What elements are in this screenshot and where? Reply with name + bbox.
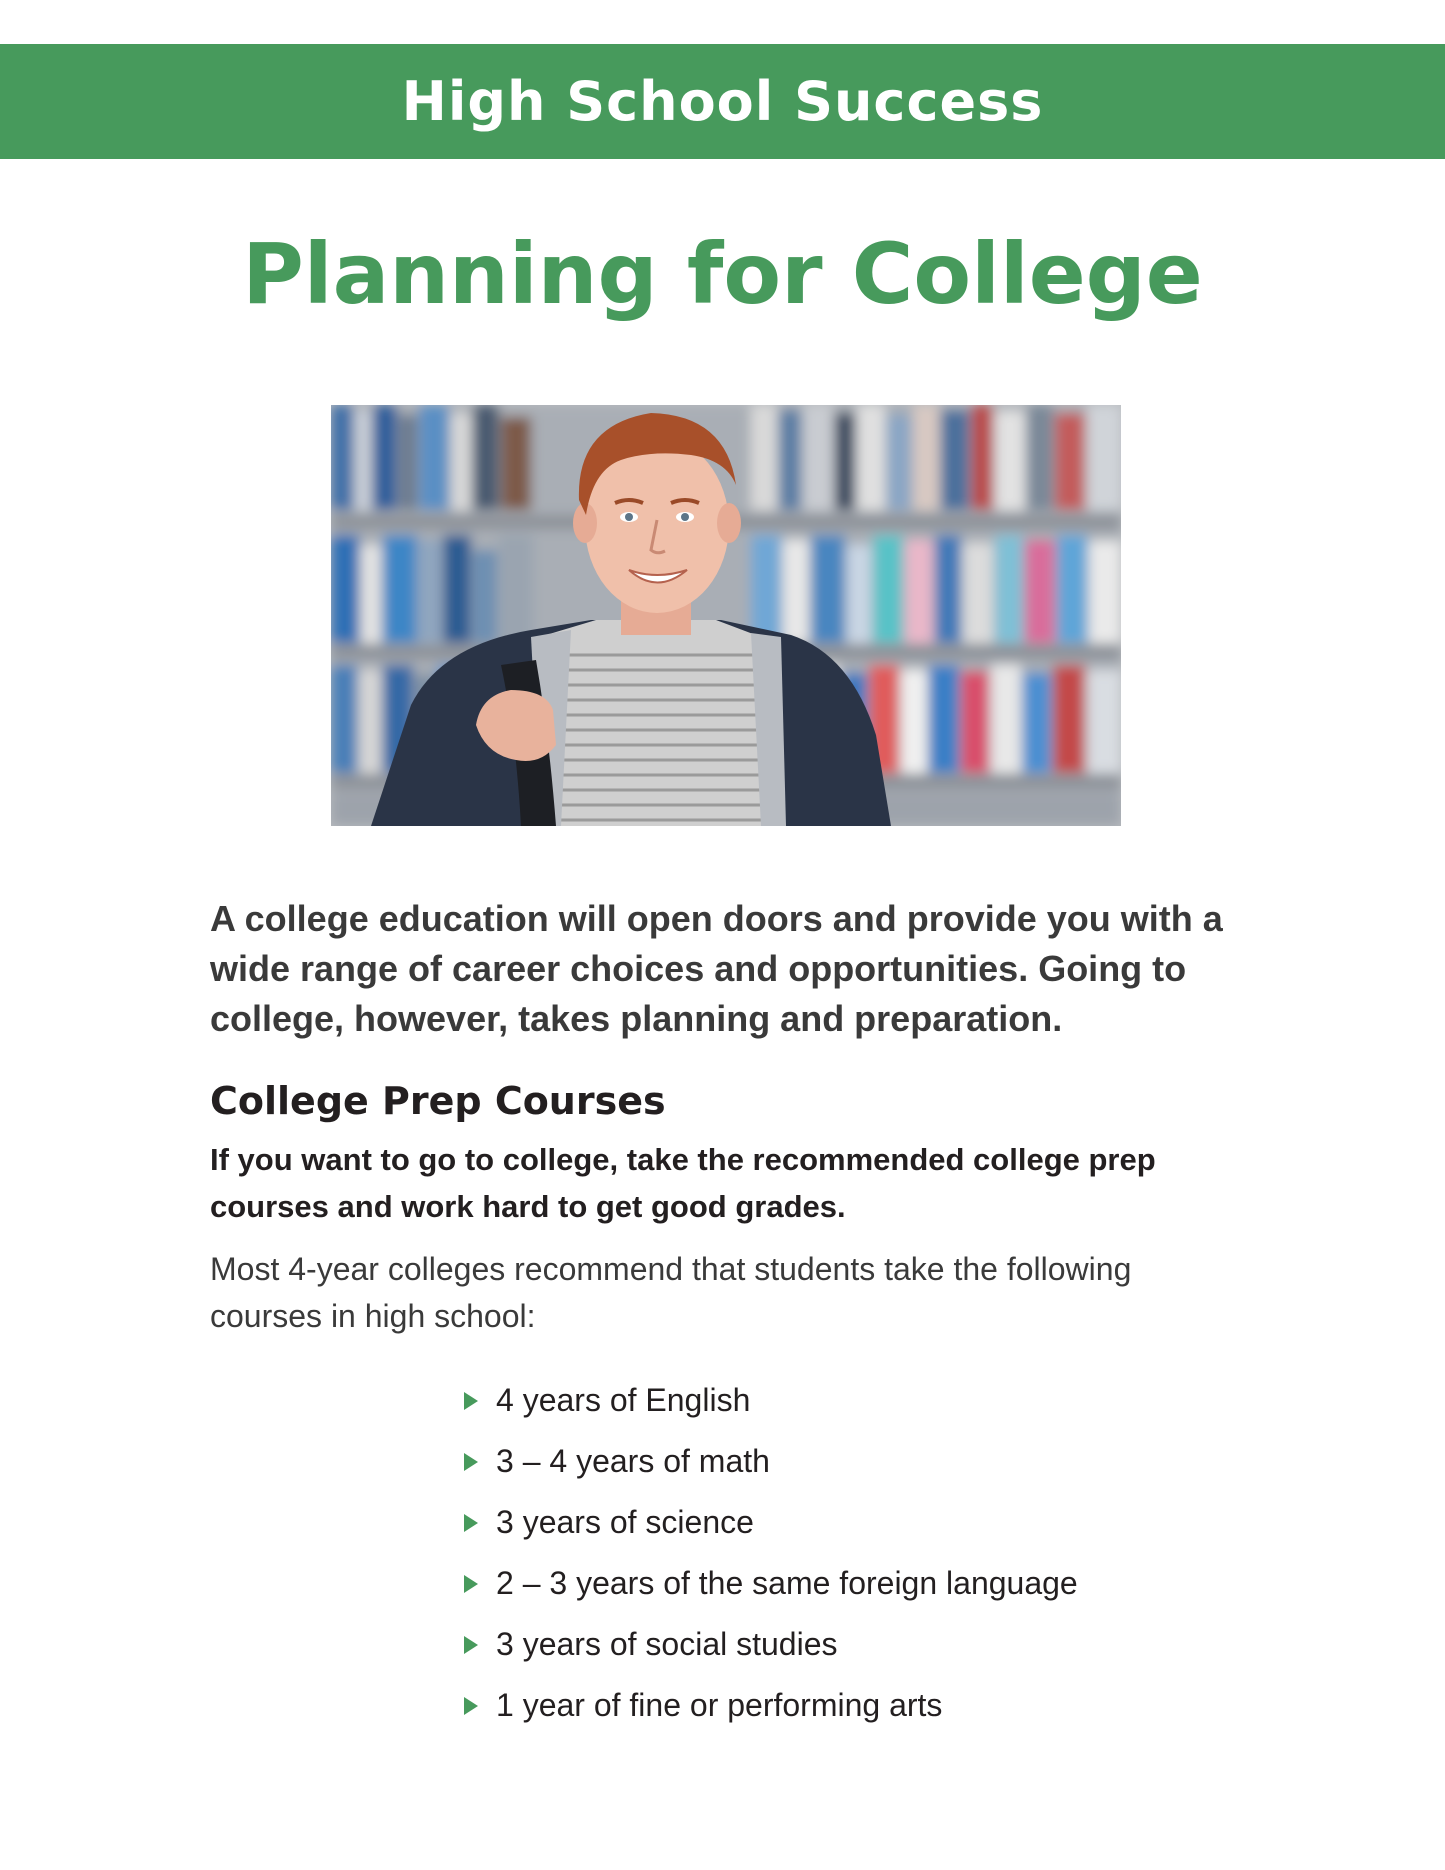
list-item: [464, 1431, 1078, 1492]
page-title: Planning for College: [242, 225, 1203, 323]
course-list: [464, 1370, 1078, 1736]
triangle-bullet-icon: [464, 1392, 478, 1410]
course-label: 1 year of fine or performing arts: [496, 1687, 943, 1723]
section-heading: College Prep Courses: [210, 1079, 666, 1123]
list-item: [464, 1614, 1078, 1675]
student-photo: [331, 405, 1121, 826]
course-label: 3 – 4 years of math: [496, 1443, 770, 1479]
section-lead: If you want to go to college, take the recommended college prep courses and work hard to get good grades.: [210, 1142, 1156, 1224]
intro-paragraph: A college education will open doors and provide you with a wide range of career choices and opportunities. Going to college, however, takes planning and preparation.: [210, 898, 1223, 1039]
main-content: [210, 894, 1250, 1340]
triangle-bullet-icon: [464, 1514, 478, 1532]
list-item: [464, 1492, 1078, 1553]
header-banner: [0, 44, 1445, 159]
triangle-bullet-icon: [464, 1453, 478, 1471]
triangle-bullet-icon: [464, 1697, 478, 1715]
banner-title: High School Success: [401, 70, 1044, 133]
list-item: [464, 1675, 1078, 1736]
course-label: 3 years of social studies: [496, 1626, 838, 1662]
course-label: 4 years of English: [496, 1382, 751, 1418]
list-item: [464, 1370, 1078, 1431]
list-item: [464, 1553, 1078, 1614]
course-label: 2 – 3 years of the same foreign language: [496, 1565, 1078, 1601]
triangle-bullet-icon: [464, 1636, 478, 1654]
triangle-bullet-icon: [464, 1575, 478, 1593]
course-label: 3 years of science: [496, 1504, 754, 1540]
section-body: Most 4-year colleges recommend that students take the following courses in high school:: [210, 1251, 1132, 1334]
